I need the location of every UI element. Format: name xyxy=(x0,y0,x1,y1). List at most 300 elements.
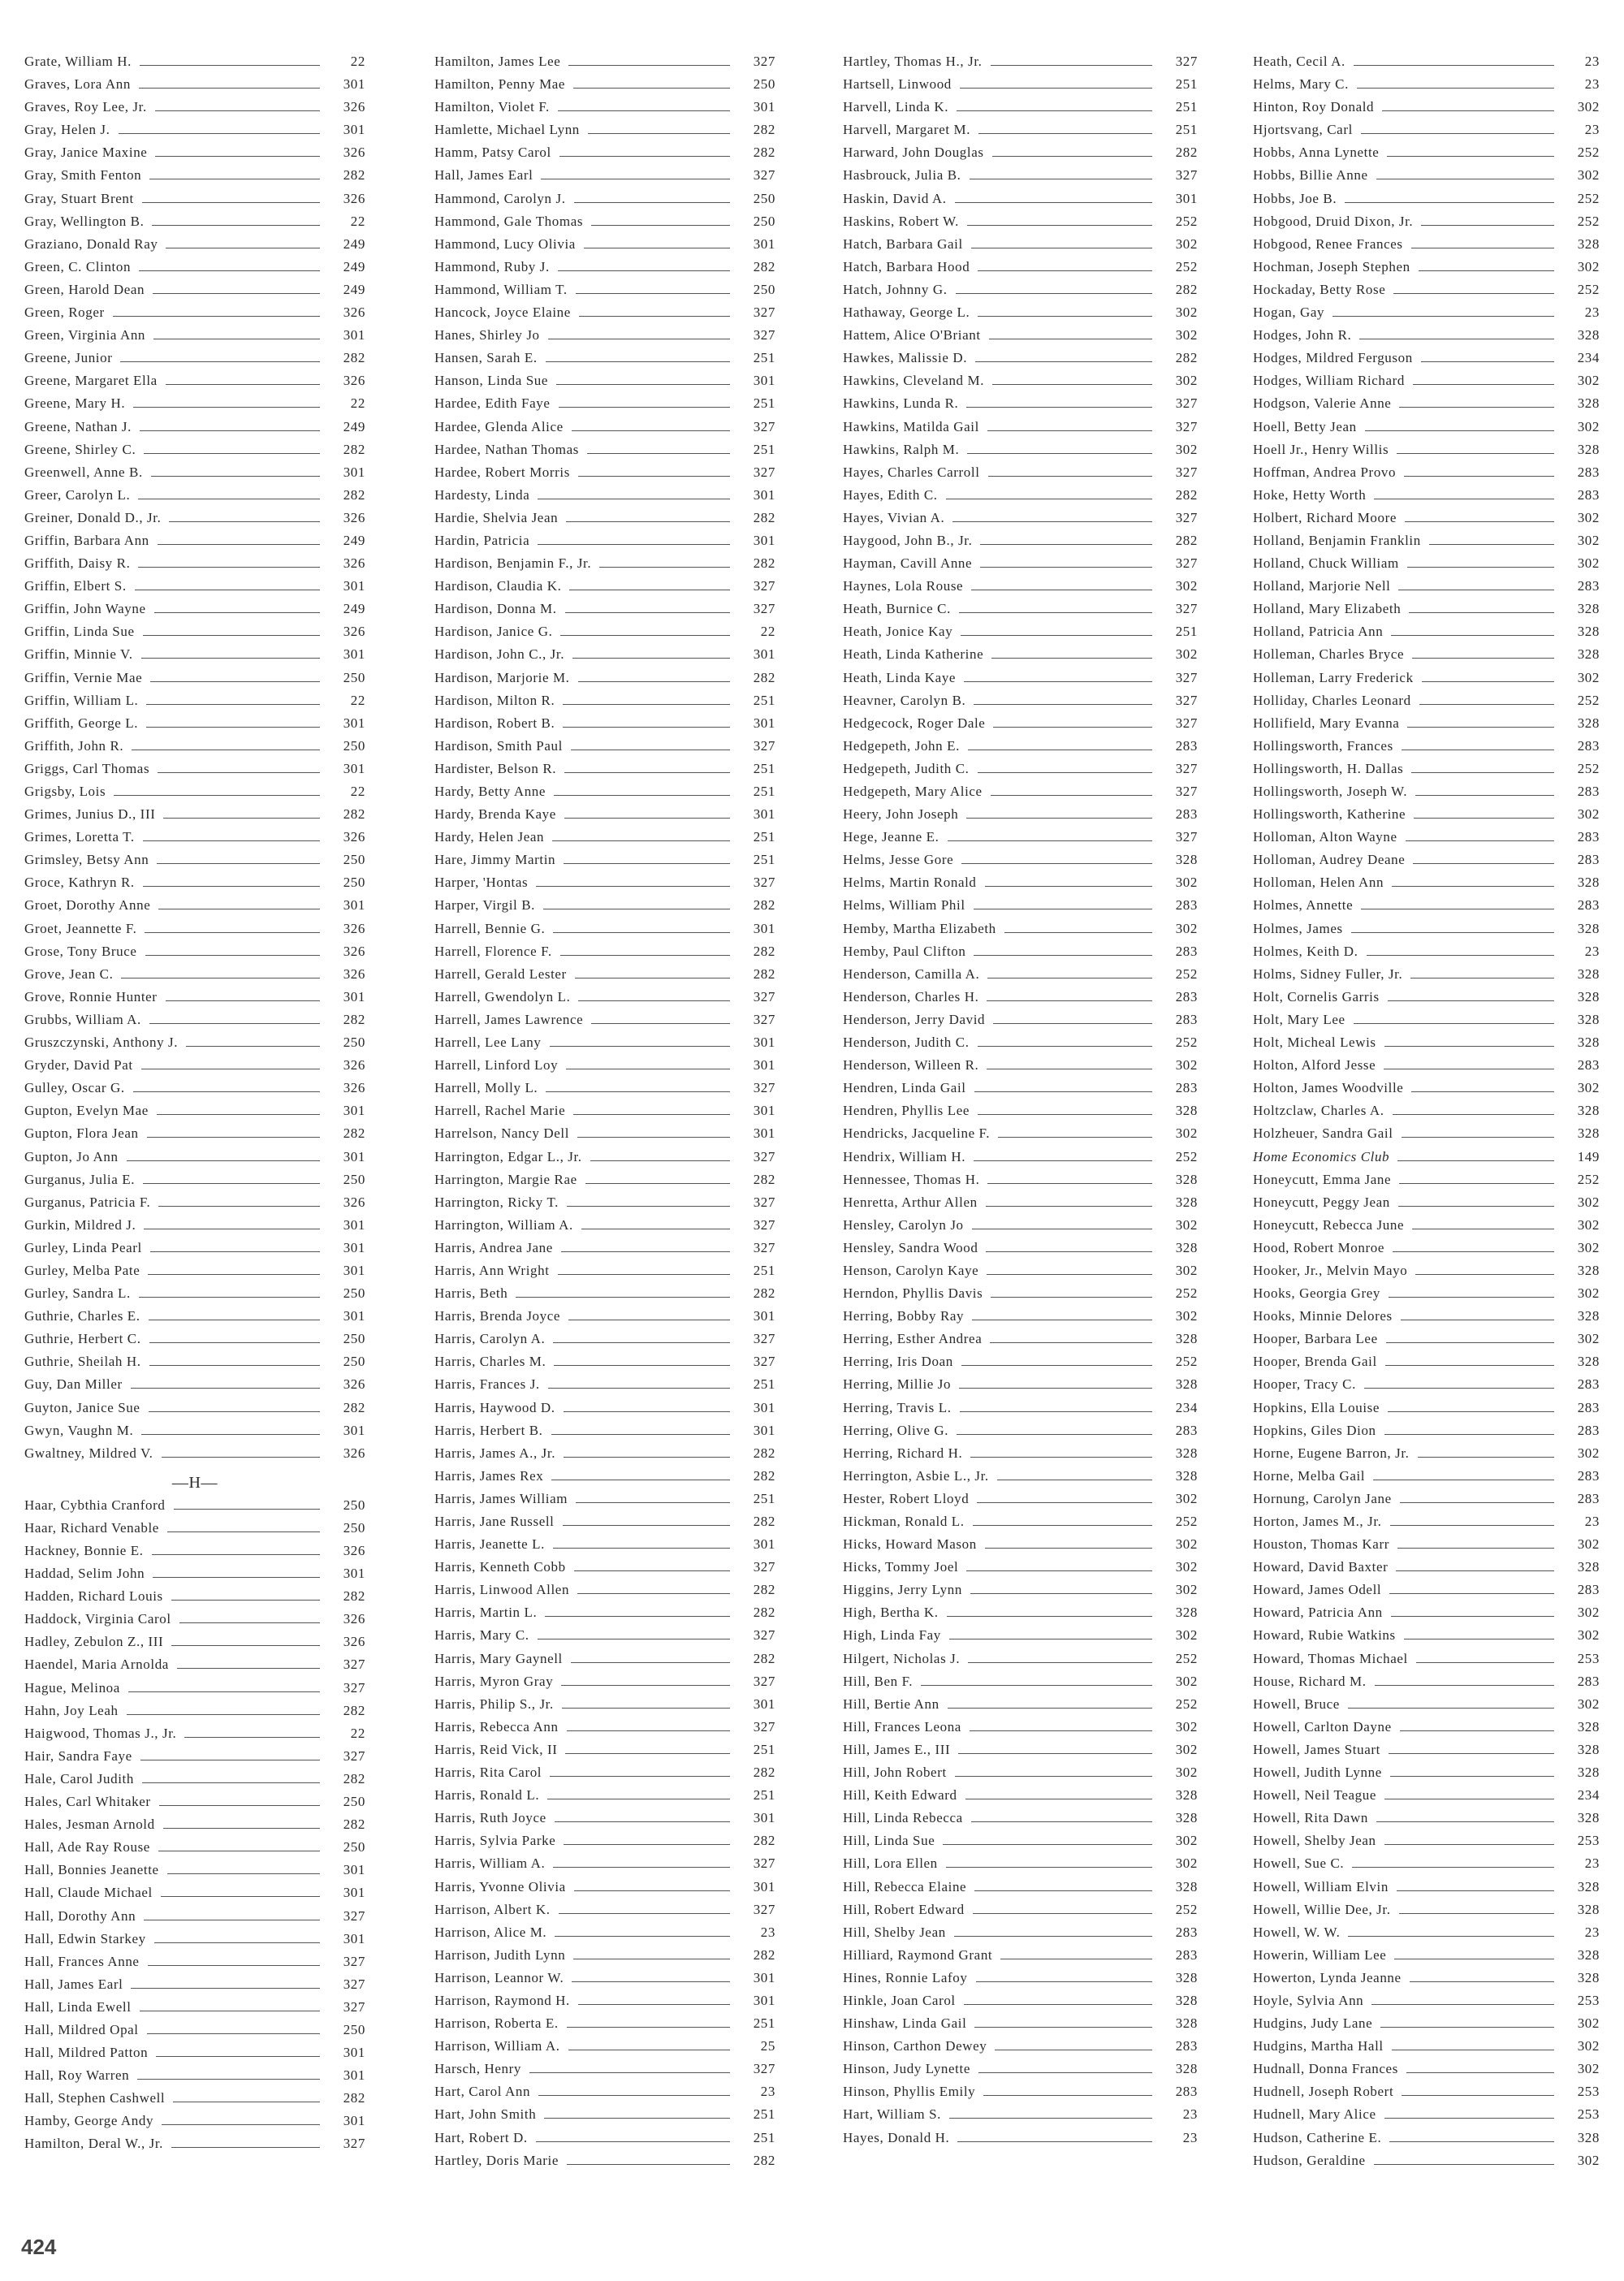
entry-page-ref: 301 xyxy=(343,1862,365,1878)
entry-name: Helms, William Phil xyxy=(843,897,965,914)
leader-line xyxy=(1391,1616,1554,1617)
entry-name: House, Richard M. xyxy=(1253,1673,1367,1689)
index-entry xyxy=(1253,806,1600,829)
entry-page-ref: 23 xyxy=(1584,1855,1600,1872)
entry-page-ref: 283 xyxy=(1175,2038,1198,2054)
entry-page-ref: 283 xyxy=(1577,829,1600,845)
index-entry xyxy=(434,1400,775,1423)
entry-name: Harrington, Ricky T. xyxy=(434,1194,559,1210)
entry-name: Griffith, John R. xyxy=(24,737,124,754)
entry-name: Harris, Linwood Allen xyxy=(434,1582,570,1598)
entry-page-ref: 326 xyxy=(343,190,365,206)
leader-line xyxy=(974,2027,1152,2028)
leader-line xyxy=(169,521,320,522)
entry-name: Heavner, Carolyn B. xyxy=(843,692,966,708)
entry-page-ref: 253 xyxy=(1577,1833,1600,1849)
entry-page-ref: 301 xyxy=(343,76,365,93)
entry-page-ref: 301 xyxy=(343,464,365,480)
leader-line xyxy=(1404,476,1554,477)
entry-page-ref: 250 xyxy=(753,190,775,206)
leader-line xyxy=(153,293,320,294)
index-entry xyxy=(843,1879,1198,1902)
leader-line xyxy=(148,1965,320,1966)
entry-page-ref: 328 xyxy=(1577,875,1600,891)
entry-page-ref: 327 xyxy=(753,1627,775,1644)
entry-page-ref: 251 xyxy=(753,350,775,366)
index-entry xyxy=(434,282,775,305)
entry-page-ref: 252 xyxy=(1175,213,1198,229)
index-entry xyxy=(843,1514,1198,1536)
leader-line xyxy=(553,932,730,933)
index-entry xyxy=(1253,1308,1600,1331)
index-entry xyxy=(843,1742,1198,1765)
entry-page-ref: 328 xyxy=(1175,1171,1198,1187)
index-entry xyxy=(24,1125,365,1148)
index-entry xyxy=(843,214,1198,236)
entry-page-ref: 282 xyxy=(1175,532,1198,548)
entry-page-ref: 328 xyxy=(1577,1741,1600,1757)
entry-page-ref: 328 xyxy=(1175,1239,1198,1255)
entry-name: Herring, Bobby Ray xyxy=(843,1308,965,1324)
entry-page-ref: 302 xyxy=(1175,1559,1198,1575)
entry-page-ref: 249 xyxy=(343,235,365,252)
entry-name: Harrison, Raymond H. xyxy=(434,1992,570,2008)
entry-name: Hall, Mildred Opal xyxy=(24,2021,139,2037)
index-entry xyxy=(843,145,1198,167)
index-entry xyxy=(1253,533,1600,555)
index-entry xyxy=(1253,1947,1600,1970)
index-entry xyxy=(1253,897,1600,920)
leader-line xyxy=(564,772,730,773)
index-entry xyxy=(843,1582,1198,1605)
entry-page-ref: 302 xyxy=(1577,167,1600,184)
leader-line xyxy=(991,65,1153,66)
index-entry xyxy=(24,1954,365,1976)
leader-line xyxy=(128,1691,320,1692)
index-entry xyxy=(1253,601,1600,624)
leader-line xyxy=(974,1091,1152,1092)
leader-line xyxy=(1413,863,1554,864)
entry-page-ref: 302 xyxy=(1577,1627,1600,1644)
index-entry xyxy=(24,1908,365,1931)
index-entry xyxy=(24,1588,365,1611)
entry-page-ref: 250 xyxy=(343,1839,365,1855)
index-entry xyxy=(1253,442,1600,464)
entry-page-ref: 326 xyxy=(343,966,365,982)
entry-name: Hendrix, William H. xyxy=(843,1148,966,1164)
entry-name: Grate, William H. xyxy=(24,54,132,69)
leader-line xyxy=(177,1668,320,1669)
index-entry xyxy=(843,646,1198,669)
entry-page-ref: 302 xyxy=(1577,532,1600,548)
leader-line xyxy=(1332,316,1554,317)
index-entry xyxy=(843,54,1198,76)
entry-name: Herring, Millie Jo xyxy=(843,1376,952,1393)
entry-name: Hardy, Brenda Kaye xyxy=(434,806,556,823)
leader-line xyxy=(957,1434,1152,1435)
entry-name: Greene, Junior xyxy=(24,350,113,366)
index-entry xyxy=(1253,2038,1600,2061)
entry-name: Harris, Ruth Joyce xyxy=(434,1810,546,1826)
entry-page-ref: 251 xyxy=(1175,99,1198,115)
index-entry xyxy=(24,1354,365,1376)
entry-page-ref: 250 xyxy=(343,2021,365,2037)
entry-page-ref: 253 xyxy=(1577,2106,1600,2123)
entry-page-ref: 283 xyxy=(1175,806,1198,823)
index-entry xyxy=(1253,1902,1600,1925)
leader-line xyxy=(127,1160,320,1161)
entry-name: Hudgins, Judy Lane xyxy=(1253,2015,1373,2032)
leader-line xyxy=(991,795,1152,796)
entry-name: Hill, Ben F. xyxy=(843,1673,914,1689)
leader-line xyxy=(1387,156,1554,157)
index-entry xyxy=(24,738,365,761)
entry-name: Harris, Andrea Jane xyxy=(434,1239,553,1255)
leader-line xyxy=(1414,818,1554,819)
entry-name: Hockaday, Betty Rose xyxy=(1253,281,1386,297)
entry-page-ref: 302 xyxy=(1577,1696,1600,1712)
leader-line xyxy=(167,1531,320,1532)
entry-name: Hill, Linda Rebecca xyxy=(843,1810,963,1826)
entry-name: Harrelson, Nancy Dell xyxy=(434,1125,570,1142)
index-entry xyxy=(24,921,365,944)
entry-name: Hanson, Linda Sue xyxy=(434,373,549,389)
entry-name: Herndon, Phyllis Davis xyxy=(843,1285,983,1302)
entry-page-ref: 251 xyxy=(753,692,775,708)
entry-page-ref: 328 xyxy=(1175,1445,1198,1461)
entry-name: Hennessee, Thomas H. xyxy=(843,1171,980,1187)
entry-name: Hicks, Tommy Joel xyxy=(843,1559,959,1575)
entry-name: Hardy, Betty Anne xyxy=(434,784,546,799)
entry-name: Heath, Linda Katherine xyxy=(843,646,984,663)
entry-page-ref: 301 xyxy=(753,532,775,548)
entry-page-ref: 302 xyxy=(1175,373,1198,389)
index-entry xyxy=(434,1833,775,1855)
entry-page-ref: 283 xyxy=(1577,852,1600,868)
index-entry xyxy=(843,852,1198,875)
leader-line xyxy=(990,1342,1152,1343)
index-entry xyxy=(1253,350,1600,373)
entry-name: Honeycutt, Emma Jane xyxy=(1253,1171,1392,1187)
entry-page-ref: 282 xyxy=(1175,486,1198,503)
entry-page-ref: 252 xyxy=(1577,213,1600,229)
index-entry xyxy=(1253,1970,1600,1993)
leader-line xyxy=(1391,635,1554,636)
entry-name: Horton, James M., Jr. xyxy=(1253,1514,1382,1529)
index-entry xyxy=(843,693,1198,715)
entry-name: Hasbrouck, Julia B. xyxy=(843,167,961,184)
leader-line xyxy=(961,863,1152,864)
entry-name: Hudnell, Joseph Robert xyxy=(1253,2084,1394,2100)
entry-page-ref: 327 xyxy=(753,1673,775,1689)
entry-name: Grimes, Junius D., III xyxy=(24,806,156,823)
entry-page-ref: 282 xyxy=(753,509,775,525)
index-entry xyxy=(434,1810,775,1833)
entry-name: Herring, Olive G. xyxy=(843,1422,949,1438)
entry-page-ref: 23 xyxy=(1584,122,1600,138)
entry-page-ref: 301 xyxy=(343,2067,365,2084)
entry-page-ref: 282 xyxy=(753,2152,775,2168)
index-entry xyxy=(24,2045,365,2067)
leader-line xyxy=(1354,1023,1554,1024)
entry-name: Herring, Iris Doan xyxy=(843,1354,953,1370)
entry-name: Hall, Ade Ray Rouse xyxy=(24,1839,150,1855)
leader-line xyxy=(960,88,1152,89)
entry-name: Hudson, Geraldine xyxy=(1253,2152,1366,2168)
index-entry xyxy=(1253,1149,1600,1172)
entry-page-ref: 283 xyxy=(1577,486,1600,503)
index-entry xyxy=(843,1263,1198,1285)
leader-line xyxy=(113,316,320,317)
entry-name: Hayes, Charles Carroll xyxy=(843,464,980,480)
index-entry xyxy=(434,1080,775,1103)
leader-line xyxy=(147,1137,320,1138)
index-entry xyxy=(843,236,1198,259)
entry-name: Harris, Mary C. xyxy=(434,1627,529,1644)
entry-name: Hall, Bonnies Jeanette xyxy=(24,1862,159,1878)
leader-line xyxy=(1371,2004,1554,2005)
entry-page-ref: 327 xyxy=(343,1953,365,1969)
leader-line xyxy=(966,1570,1152,1571)
leader-line xyxy=(186,1046,320,1047)
entry-name: Grose, Tony Bruce xyxy=(24,943,137,959)
index-entry xyxy=(434,1035,775,1057)
entry-name: Hamlette, Michael Lynn xyxy=(434,122,580,138)
entry-name: Hammond, Ruby J. xyxy=(434,258,550,274)
entry-name: Howell, Sue C. xyxy=(1253,1855,1345,1872)
index-entry xyxy=(24,715,365,738)
index-entry xyxy=(1253,305,1600,327)
index-entry xyxy=(24,1035,365,1057)
entry-name: Haynes, Lola Rouse xyxy=(843,578,964,594)
leader-line xyxy=(992,156,1152,157)
leader-line xyxy=(961,635,1152,636)
index-entry xyxy=(843,167,1198,190)
entry-page-ref: 328 xyxy=(1577,1810,1600,1826)
entry-page-ref: 282 xyxy=(753,258,775,274)
entry-name: Haddad, Selim John xyxy=(24,1566,145,1582)
entry-page-ref: 326 xyxy=(343,1611,365,1627)
entry-page-ref: 282 xyxy=(1175,281,1198,297)
index-entry xyxy=(843,784,1198,806)
entry-page-ref: 282 xyxy=(343,167,365,184)
entry-page-ref: 301 xyxy=(753,1969,775,1985)
leader-line xyxy=(142,202,320,203)
entry-page-ref: 301 xyxy=(753,806,775,823)
entry-name: Greiner, Donald D., Jr. xyxy=(24,509,162,525)
entry-name: Henson, Carolyn Kaye xyxy=(843,1262,979,1278)
entry-name: High, Bertha K. xyxy=(843,1605,939,1621)
entry-page-ref: 326 xyxy=(343,1543,365,1558)
entry-page-ref: 283 xyxy=(1577,784,1600,799)
leader-line xyxy=(948,1708,1152,1709)
entry-page-ref: 328 xyxy=(1577,1011,1600,1027)
index-entry xyxy=(24,624,365,646)
index-entry xyxy=(24,829,365,852)
leader-line xyxy=(966,407,1152,408)
entry-name: Hamilton, Violet F. xyxy=(434,99,550,115)
entry-name: Hall, Mildred Patton xyxy=(24,2045,149,2061)
entry-page-ref: 251 xyxy=(753,852,775,868)
entry-page-ref: 326 xyxy=(343,145,365,161)
index-entry xyxy=(24,1423,365,1445)
entry-name: Harrell, Florence F. xyxy=(434,943,552,959)
leader-line xyxy=(146,704,320,705)
entry-name: Heath, Burnice C. xyxy=(843,601,951,617)
entry-page-ref: 327 xyxy=(753,988,775,1004)
entry-name: Harris, Carolyn A. xyxy=(434,1331,546,1347)
entry-page-ref: 328 xyxy=(1577,1125,1600,1142)
leader-line xyxy=(574,202,730,203)
entry-name: Harrington, Margie Rae xyxy=(434,1171,577,1187)
index-entry xyxy=(24,282,365,305)
entry-page-ref: 326 xyxy=(343,624,365,640)
leader-line xyxy=(137,2079,320,2080)
entry-name: Haar, Cybthia Cranford xyxy=(24,1497,166,1513)
leader-line xyxy=(1421,225,1554,226)
entry-page-ref: 23 xyxy=(1584,1514,1600,1529)
index-entry xyxy=(843,1423,1198,1445)
index-entry xyxy=(843,1855,1198,1878)
entry-page-ref: 326 xyxy=(343,1445,365,1461)
index-entry xyxy=(1253,282,1600,305)
leader-line xyxy=(966,818,1152,819)
entry-name: Hjortsvang, Carl xyxy=(1253,122,1353,138)
index-entry xyxy=(434,236,775,259)
entry-name: Holmes, Annette xyxy=(1253,897,1354,914)
entry-name: Hill, Rebecca Elaine xyxy=(843,1878,967,1894)
index-entry xyxy=(1253,2130,1600,2153)
index-entry xyxy=(434,646,775,669)
entry-page-ref: 22 xyxy=(350,784,365,799)
leader-line xyxy=(567,2164,730,2165)
entry-name: Howell, William Elvin xyxy=(1253,1878,1389,1894)
leader-line xyxy=(145,955,320,956)
index-entry xyxy=(434,1719,775,1742)
index-entry xyxy=(843,1674,1198,1696)
entry-name: Gray, Smith Fenton xyxy=(24,167,142,184)
index-entry xyxy=(1253,1080,1600,1103)
entry-name: Harrison, Leannor W. xyxy=(434,1969,564,1985)
index-entry xyxy=(434,54,775,76)
entry-name: Harsch, Henry xyxy=(434,2061,521,2077)
entry-name: Howell, Bruce xyxy=(1253,1696,1340,1712)
entry-page-ref: 327 xyxy=(1175,395,1198,412)
leader-line xyxy=(560,955,730,956)
leader-line xyxy=(163,1828,320,1829)
entry-name: Groet, Dorothy Anne xyxy=(24,897,151,914)
leader-line xyxy=(146,727,320,728)
entry-name: Hartley, Thomas H., Jr. xyxy=(843,54,983,69)
index-entry xyxy=(24,578,365,601)
entry-page-ref: 301 xyxy=(343,1262,365,1278)
entry-name: Hague, Melinoa xyxy=(24,1679,120,1696)
leader-line xyxy=(974,1160,1152,1161)
leader-line xyxy=(154,612,320,613)
entry-name: Howell, Neil Teague xyxy=(1253,1787,1376,1804)
leader-line xyxy=(553,1548,730,1549)
leader-line xyxy=(133,1091,320,1092)
leader-line xyxy=(561,1251,730,1252)
entry-name: Harris, Reid Vick, II xyxy=(434,1741,558,1757)
leader-line xyxy=(578,681,730,682)
index-entry xyxy=(434,1057,775,1080)
index-entry xyxy=(434,1285,775,1308)
index-entry xyxy=(24,1308,365,1331)
index-entry xyxy=(1253,944,1600,966)
leader-line xyxy=(564,863,730,864)
entry-page-ref: 327 xyxy=(753,1216,775,1233)
leader-line xyxy=(1399,1183,1554,1184)
entry-name: Hendricks, Jacqueline F. xyxy=(843,1125,991,1142)
entry-page-ref: 301 xyxy=(753,373,775,389)
entry-name: Hatch, Barbara Gail xyxy=(843,235,963,252)
leader-line xyxy=(546,1091,730,1092)
entry-page-ref: 302 xyxy=(1175,1673,1198,1689)
index-entry xyxy=(434,259,775,282)
entry-page-ref: 327 xyxy=(1175,464,1198,480)
entry-name: Guthrie, Herbert C. xyxy=(24,1331,141,1347)
index-entry xyxy=(843,2130,1198,2153)
entry-name: Greene, Nathan J. xyxy=(24,418,132,434)
leader-line xyxy=(139,270,320,271)
leader-line xyxy=(148,1274,320,1275)
leader-line xyxy=(959,1388,1152,1389)
leader-line xyxy=(149,1023,320,1024)
entry-page-ref: 250 xyxy=(343,1519,365,1536)
index-entry xyxy=(434,214,775,236)
entry-page-ref: 251 xyxy=(753,2106,775,2123)
index-entry xyxy=(24,1839,365,1862)
leader-line xyxy=(954,1936,1152,1937)
leader-line xyxy=(150,1251,320,1252)
leader-line xyxy=(1389,2141,1554,2142)
index-entry xyxy=(1253,510,1600,533)
entry-page-ref: 252 xyxy=(1577,760,1600,776)
entry-page-ref: 251 xyxy=(753,784,775,799)
index-entry xyxy=(843,1696,1198,1719)
leader-line xyxy=(1416,1662,1554,1663)
entry-name: Haddock, Virginia Carol xyxy=(24,1611,171,1627)
entry-name: Herring, Travis L. xyxy=(843,1399,952,1415)
entry-name: Hicks, Howard Mason xyxy=(843,1536,977,1553)
leader-line xyxy=(572,1981,730,1982)
entry-page-ref: 302 xyxy=(1577,418,1600,434)
leader-line xyxy=(588,133,730,134)
entry-name: Hemby, Paul Clifton xyxy=(843,943,966,959)
leader-line xyxy=(1410,1981,1554,1982)
index-entry xyxy=(843,487,1198,510)
index-entry xyxy=(1253,145,1600,167)
entry-name: Hare, Jimmy Martin xyxy=(434,852,556,868)
entry-name: Hart, William S. xyxy=(843,2106,941,2123)
entry-name: Hood, Robert Monroe xyxy=(1253,1239,1385,1255)
entry-name: Hammond, Lucy Olivia xyxy=(434,235,576,252)
entry-page-ref: 283 xyxy=(1175,897,1198,914)
leader-line xyxy=(559,1913,730,1914)
index-entry xyxy=(434,2061,775,2084)
entry-name: Hadley, Zebulon Z., III xyxy=(24,1634,164,1650)
entry-page-ref: 301 xyxy=(753,1810,775,1826)
entry-page-ref: 282 xyxy=(753,1833,775,1849)
entry-name: Guthrie, Charles E. xyxy=(24,1308,140,1324)
leader-line xyxy=(1393,293,1554,294)
leader-line xyxy=(978,772,1152,773)
index-entry xyxy=(843,191,1198,214)
entry-page-ref: 302 xyxy=(1577,1536,1600,1553)
leader-line xyxy=(978,316,1152,317)
entry-name: Henretta, Arthur Allen xyxy=(843,1194,978,1210)
